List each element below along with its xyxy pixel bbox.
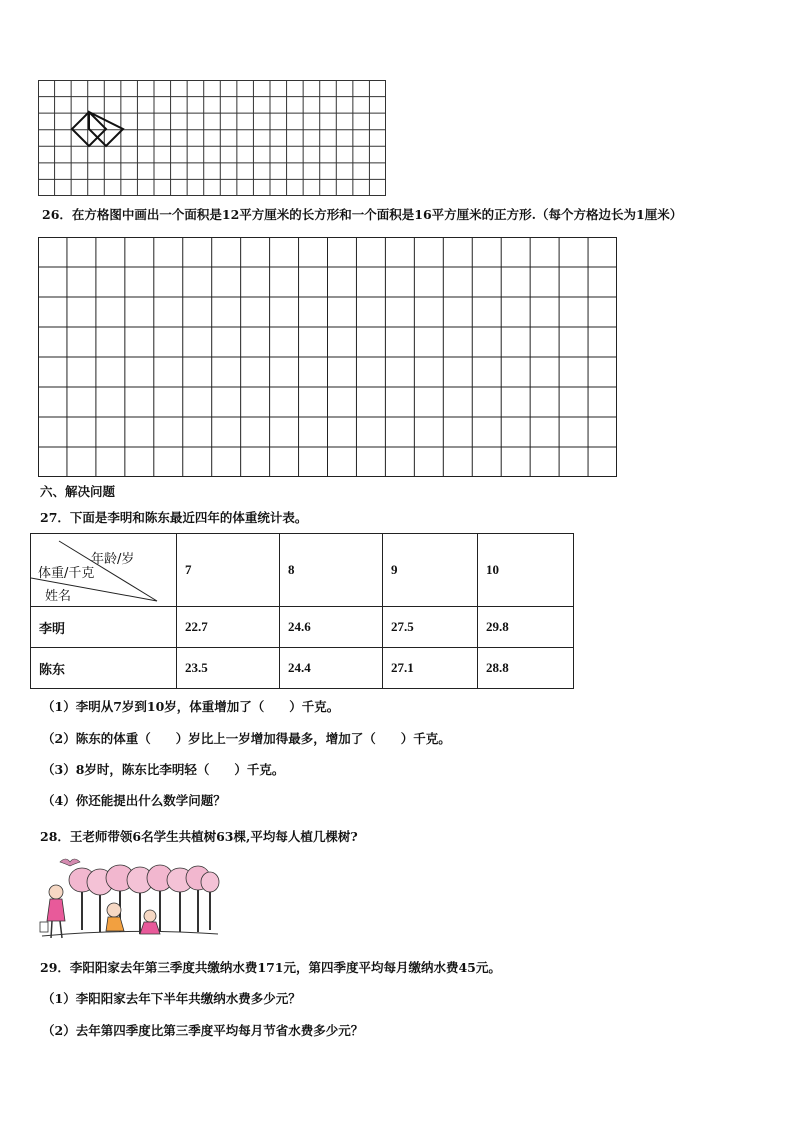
- weight-table: [30, 533, 574, 689]
- question-27-part-2: （2）陈东的体重（ ）岁比上一岁增加得最多，增加了（ ）千克。: [42, 731, 451, 746]
- question-27-part-3: （3）8岁时，陈东比李明轻（ ）千克。: [42, 762, 285, 777]
- value-cell: 24.6: [280, 607, 383, 648]
- diagonal-header-cell: [31, 534, 177, 607]
- value-cell: 28.8: [478, 648, 574, 689]
- question-29-part-2: （2）去年第四季度比第三季度平均每月节省水费多少元？: [42, 1023, 364, 1038]
- drawing-grid[interactable]: [38, 237, 617, 477]
- name-cell: 陈东: [31, 648, 177, 689]
- question-29: 29．李阳阳家去年第三季度共缴纳水费171元，第四季度平均每月缴纳水费45元。: [40, 960, 501, 975]
- value-cell: 27.1: [383, 648, 478, 689]
- value-cell: 23.5: [177, 648, 280, 689]
- question-26: 26．在方格图中画出一个面积是12平方厘米的长方形和一个面积是16平方厘米的正方形.（每个方格边长为1厘米）: [42, 207, 683, 222]
- value-cell: 24.4: [280, 648, 383, 689]
- grid-previous-question: [38, 80, 386, 196]
- table-row: [31, 648, 574, 689]
- section-title: 六、解决问题: [40, 484, 116, 499]
- value-cell: 22.7: [177, 607, 280, 648]
- header-weight-label: 体重/千克: [38, 566, 95, 581]
- age-cell: 9: [383, 534, 478, 607]
- tree-planting-illustration: [38, 852, 220, 944]
- age-cell: 10: [478, 534, 574, 607]
- question-27-part-4: （4）你还能提出什么数学问题？: [42, 793, 226, 808]
- header-age-label: 年龄/岁: [91, 552, 135, 567]
- question-27-part-1: （1）李明从7岁到10岁，体重增加了（ ）千克。: [42, 699, 340, 714]
- question-27: 27．下面是李明和陈东最近四年的体重统计表。: [40, 510, 308, 525]
- question-28: 28．王老师带领6名学生共植树63棵,平均每人植几棵树?: [40, 829, 358, 844]
- header-name-label: 姓名: [45, 589, 72, 604]
- value-cell: 29.8: [478, 607, 574, 648]
- diamond-shape: [72, 112, 123, 146]
- question-29-part-1: （1）李阳阳家去年下半年共缴纳水费多少元？: [42, 991, 301, 1006]
- name-cell: 李明: [31, 607, 177, 648]
- age-cell: 8: [280, 534, 383, 607]
- age-cell: 7: [177, 534, 280, 607]
- value-cell: 27.5: [383, 607, 478, 648]
- table-header-row: [31, 534, 574, 607]
- table-row: [31, 607, 574, 648]
